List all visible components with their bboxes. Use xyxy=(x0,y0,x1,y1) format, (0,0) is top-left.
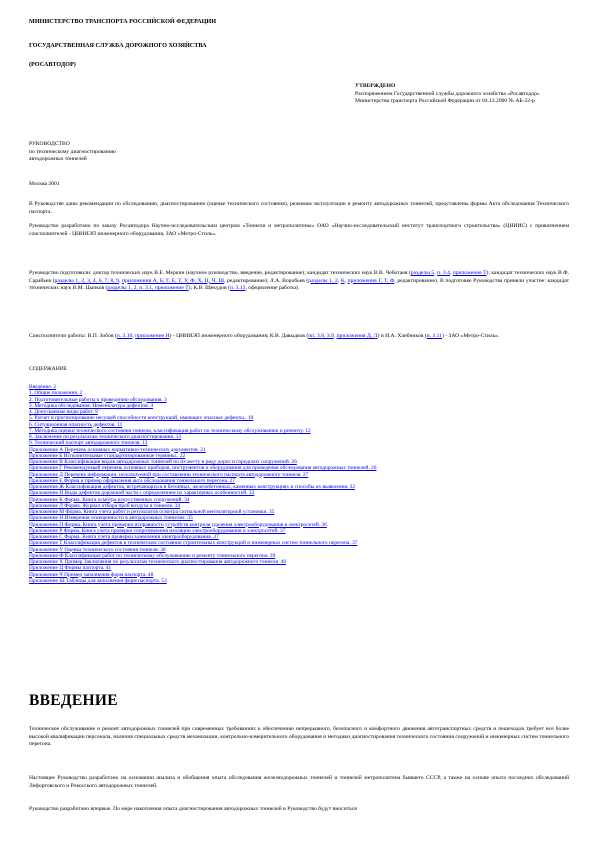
toc-link[interactable]: Приложение Ц Формы паспорта. 41 xyxy=(29,565,112,572)
service-abbr: (РОСАВТОДОР) xyxy=(29,61,76,68)
link-appendices-g-t-f[interactable]: приложения Г, Т, Ф xyxy=(347,277,395,284)
toc-link[interactable]: Приложение Е Форма и пример оформления акта обследования тоннельного перегона. 27 xyxy=(29,477,236,484)
toc-link[interactable]: Приложение Г Рекомендуемый перечень основных приборов, инструментов и оборудования для проведения обследования автодорожных тоннелей. 26 xyxy=(29,465,377,472)
toc-link[interactable]: 4. Допускаемые виды работ. 9 xyxy=(29,409,98,415)
toc-link[interactable]: 3. Методика обследования. Номенклатура дефектов. 4 xyxy=(29,402,154,409)
text: ); К.В. Щекудов ( xyxy=(188,285,230,292)
text: ) - ЗАО «Метро-Стиль». xyxy=(442,333,500,339)
text: Руководство подготовили: доктор технических наук В.Е. Меркин (научное руководство, введение, редактирование); кандидат технических наук В.В. Чеботаев ( xyxy=(29,270,411,276)
toc-link[interactable]: Приложение Н Измерения освещенности в автодорожных тоннелях. 35 xyxy=(29,515,193,522)
toc-link[interactable]: Приложение А Перечень основных нормативно-технических документов. 21 xyxy=(29,446,206,453)
paragraph-authors xyxy=(29,270,569,293)
link-sections-5[interactable]: разделы 5 xyxy=(410,270,435,276)
toc-item xyxy=(29,578,574,584)
toc-link[interactable]: Приложение В Классификация видов автодорожных тоннелей по их месту в ряду дорог и городских сооружений. 26 xyxy=(29,459,297,465)
contents-heading: СОДЕРЖАНИЕ xyxy=(29,366,68,372)
text: , xyxy=(337,277,341,284)
document-title xyxy=(29,141,569,164)
toc-link[interactable]: Приложение И Виды дефектов дорожной части с определением их характерных особенностей. 33 xyxy=(29,490,255,497)
text: , редактирование); Л.А. Воробьев ( xyxy=(224,277,309,284)
toc-link[interactable]: 8. Заключение по результатам технического диагностирования. 13 xyxy=(29,434,182,440)
intro-paragraph-2: Настоящее Руководство разработано на основании анализа и обобщения опыта обследования железнодорожных тоннелей и тоннелей метрополитена бывшего СССР, а также на основе опыта последних обследований Лефортовского и Рокосского автодорожных тоннелей. xyxy=(29,775,569,789)
table-of-contents xyxy=(29,384,574,584)
toc-link[interactable]: Приложение П Форма. Книга учета проверки исправности устройств контроля удаления электрооборудования в электросетей. 36 xyxy=(29,521,327,528)
link-sections-1-9[interactable]: разделы 1, 2, 3, 4, 6, 7, 8, 9 xyxy=(54,277,120,284)
text: ) - ЦНИИЭП инженерного оборудования; К.В. Давыдков ( xyxy=(169,333,309,339)
toc-link[interactable]: Приложение Ф Классификация работ по техническому обслуживанию и ремонту тоннельного перегона. 39 xyxy=(29,552,276,559)
approval-line-1: Распоряжением Государственной службы дорожного хозяйства «Росавтодор» xyxy=(355,90,540,97)
toc-link[interactable]: Приложение К Форма. Книга осмотра искусственных сооружений. 34 xyxy=(29,496,190,503)
link-appendices-d-l[interactable]: приложения Д, Л xyxy=(336,333,378,339)
link-p-3-13[interactable]: п. 3.13 xyxy=(229,285,246,292)
link-pp-3-8-3-9[interactable]: пп. 3.8, 3.9 xyxy=(308,333,334,339)
doc-title-line-2: по техническому диагностированию xyxy=(29,148,116,155)
link-p-3-10[interactable]: п. 3.10 xyxy=(116,333,133,339)
toc-link[interactable]: Приложение Х Пример Заключения по результатам технического диагностирования автодорожного тоннеля. 40 xyxy=(29,559,287,565)
text: , редактирование). В подготовке Руководства приняли участие: кандидат технических наук В.М. Цыпков ( xyxy=(29,277,570,292)
link-sections-1-2[interactable]: разделы 1, 2 xyxy=(308,277,338,284)
toc-link[interactable]: 6. Ситуационная опасность дефектов. 11 xyxy=(29,421,123,428)
intro-paragraph-1: Техническое обслуживание и ремонт автодорожных тоннелей при современных требованиях к обеспечению непрерывного, безопасного и комфортного движения автотранспортных средств и пешеходов требует все более высокой квалификации персонала, наличия специальных средств механизации, контрольно-измерительного оборудования и методики диагностирования технического состояния сооружений и инженерных систем тоннельного перегона. xyxy=(29,726,569,748)
toc-link[interactable]: Приложение С Форма. Книга учета проверки заземления электрооборудования. 37 xyxy=(29,534,219,540)
approval-line-2: Министерства транспорта Российской Федерации от 04.12.2000 № АБ-22-р xyxy=(355,98,535,105)
link-appendix-n[interactable]: приложение Н xyxy=(135,333,170,339)
text: , xyxy=(119,277,123,284)
text: ) и И.А. Хлебников ( xyxy=(377,333,427,339)
text: , xyxy=(132,333,136,339)
approval-title: УТВЕРЖДЕНО xyxy=(355,83,396,89)
link-appendices-list[interactable]: приложения А, Б, Г, Е, Т, У, Ф, Х, Ц, Ч, Ш xyxy=(122,277,225,284)
text: , xyxy=(344,277,348,284)
introduction-heading: ВВЕДЕНИЕ xyxy=(29,692,118,709)
toc-link[interactable]: Приложение Т Классификация дефектов в техническом состоянии строительных конструкций и инженерных систем тоннельного перегона. 37 xyxy=(29,540,358,547)
toc-link[interactable]: Приложение Ш Таблицы для заполнения форм паспорта. 53 xyxy=(29,577,167,584)
toc-link[interactable]: 2. Подготовительные работы к проведению обследования. 3 xyxy=(29,396,167,403)
service-header: ГОСУДАРСТВЕННАЯ СЛУЖБА ДОРОЖНОГО ХОЗЯЙСТВА xyxy=(29,42,207,49)
toc-link[interactable]: Приложение Р Форма. Книга учета проверки сопротивления изоляции электрооборудования и электросетей. 37 xyxy=(29,527,286,534)
toc-link[interactable]: Приложение Л Форма. Журнал отбора проб воздуха в тоннеле. 34 xyxy=(29,502,181,509)
paragraph-coauthors xyxy=(29,333,569,341)
toc-link[interactable]: Введение. 2 xyxy=(29,384,57,390)
link-k[interactable]: К xyxy=(340,277,345,284)
link-sections-1-2-p-3-1[interactable]: разделы 1, 2, п. 3.1, приложение Т xyxy=(107,285,189,292)
doc-title-line-1: РУКОВОДСТВО xyxy=(29,141,70,147)
link-appendix-t[interactable]: приложение Т xyxy=(452,270,487,276)
text: , оформление работы). xyxy=(245,285,300,292)
toc-link[interactable]: Приложение М Форма. Книга учета работ и результатов осмотра сигнальной вентиляторной установки. 35 xyxy=(29,509,275,515)
toc-link[interactable]: Приложение Д Перечень информации, используемой при составлении технического паспорта автодорожного тоннеля. 27 xyxy=(29,471,309,478)
toc-link[interactable]: Приложение Б Исполнительные стандартизированные термины.. 22 xyxy=(29,452,186,459)
toc-link[interactable]: 1. Общие положения. 2 xyxy=(29,390,83,397)
toc-link[interactable]: Приложение У Оценка технического состояния тоннеля. 38 xyxy=(29,546,166,553)
text: Соисполнители работы: В.П. Зобов ( xyxy=(29,333,117,339)
toc-link[interactable]: Приложение Ж Классификация дефектов, встречающихся в бетонных, железобетонных, каменных конструкциях и способы их выявления. 32 xyxy=(29,484,356,490)
place-year: Москва 2001 xyxy=(29,181,60,187)
approval-block xyxy=(355,83,580,106)
paragraph-developer: Руководство разработано по заказу Росавтодора Научно-исследовательским центром «Тоннели и метрополитены» ОАО «Научно-исследовательский институт транспортного строительства» (ЦНИИС) с привлечением соисполнителей - ЦНИИЭП инженерного оборудования, ЗАО «Метро-Стиль». xyxy=(29,223,569,237)
text: , xyxy=(333,333,337,339)
paragraph-scope: В Руководстве даны рекомендации по обследованию, диагностированию (оценке технического состояния), режимам эксплуатации и ремонту автодорожных тоннелей, представлены формы Акта обследования Технического паспорта. xyxy=(29,201,569,215)
text: , xyxy=(434,270,438,276)
intro-paragraph-3: Руководство разработано впервые. По мере накопления опыта диагностирования автодорожных тоннелей в Руководство будут вноситься xyxy=(29,806,357,812)
text: , xyxy=(449,270,453,276)
toc-link[interactable]: 9. Технический паспорт автодорожного тоннеля. 13 xyxy=(29,440,148,447)
text: ); кандидат технических наук В.Ф. Сарабьев ( xyxy=(29,270,569,284)
link-p-3-11[interactable]: п. 3.11 xyxy=(426,333,443,339)
toc-link[interactable]: Приложение Ч Пример заполнения форм паспорта. 48 xyxy=(29,571,154,578)
toc-link[interactable]: 7. Методика оценки технического состояния тоннеля, классификация работ по техническому обслуживанию и ремонту. 12 xyxy=(29,427,311,434)
ministry-header: МИНИСТЕРСТВО ТРАНСПОРТА РОССИЙСКОЙ ФЕДЕРАЦИИ xyxy=(29,18,217,25)
link-p-3-4[interactable]: п. 3.4 xyxy=(437,270,450,276)
doc-title-line-3: автодорожных тоннелей xyxy=(29,156,87,163)
toc-link[interactable]: 5. Расчет и прогнозирование несущей способности конструкций, имеющих опасные дефекты.. 10 xyxy=(29,415,254,422)
